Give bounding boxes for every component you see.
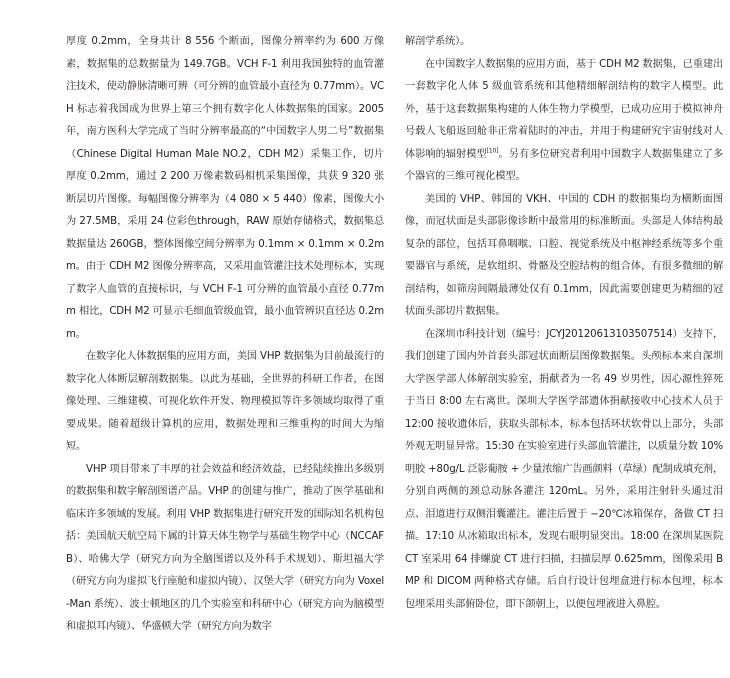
paragraph-continuation: 解剖学系统）。: [405, 36, 471, 47]
left-column: [66, 31, 384, 639]
paragraph-vhp-benefits: VHP 项目带来了丰厚的社会效益和经济效益，已经陆续推出多级别的数据集和数字解剖图谱产品。VHP 的创建与推广，推动了医学基础和临床许多领域的发展。利用 VHP 数据集进行研究开发的国际知名机构包括：美国航天航空局下属的计算天体生物学与基础生物学中心（NCCAFB）、哈佛大学（研究方向为全脑图谱以及外科手术规划）、斯坦福大学（研究方向为虚拟飞行座舱和虚拟内镜）、汉堡大学（研究方向为 Voxel-Man 系统）、波士顿地区的几个实验室和科研中心（研究方向为脑模型和虚拟耳内镜）、华盛顿大学（研究方向为数字: [66, 463, 384, 632]
paragraph-cdh-application: [405, 54, 723, 189]
paragraph-cdh-application-tail: 。另有多位研究者利用中国数字人数据集建立了多个器官的三维可视化模型。: [405, 148, 723, 182]
paragraph-cdh-m2-dataset: 厚度 0.2mm，全身共计 8 556 个断面，图像分辨率约为 600 万像素，数据集的总数据量为 149.7GB。VCH F-1 利用我国独特的血管灌注技术，使动静脉清晰可辨（可分辨的血管最小直径为 0.77mm）。VCH 标志着我国成为世界上第三个拥有数字化人体数据集的国家。2005 年，南方医科大学完成了当时分辨率最高的“中国数字人男二号”数据集（Chinese Digital Human Male NO.2，CDH M2）采集工作，切片厚度 0.2mm，通过 2 200 万像素数码相机采集图像，共获 9 320 张断层切片图像。每幅图像分辨率为（4 080 × 5 440）像素，图像大小为 27.5MB，采用 24 位彩色through，RAW 原始存储格式，数据集总数据量达 260GB，整体图像空间分辨率为 0.1mm × 0.1mm × 0.2mm。由于 CDH M2 图像分辨率高，又采用血管灌注技术处理标本，实现了数字人血管的直接标识，与 VCH F-1 可分辨的血管最小直径 0.77mm 相比，CDH M2 可显示毛细血管级血管，最小血管辨识直径达 0.2mm。: [66, 36, 384, 340]
paragraph-vhp-application: 在数字化人体数据集的应用方面，美国 VHP 数据集为目前最流行的数字化人体断层解剖数据集。以此为基础，全世界的科研工作者，在图像处理、三维建模、可视化软件开发、物理模拟等许多领域均取得了重要成果。随着超级计算机的应用，数据处理和三维重构的时间大为缩短。: [66, 351, 384, 452]
paragraph-coronal-section: 美国的 VHP、韩国的 VKH、中国的 CDH 的数据集均为横断面图像，而冠状面是头部影像诊断中最常用的标准断面。头部是人体结构最复杂的部位，包括耳鼻咽喉、口腔、视觉系统及中枢神经系统等多个重要器官与系统，是软组织、骨骼及空腔结构的组合体，有很多微细的解剖结构，如筛房间隔最薄处仅有 0.1mm，因此需要创建更为精细的冠状面头部切片数据集。: [405, 193, 723, 317]
paragraph-shenzhen-project: 在深圳市科技计划（编号：JCYJ20120613103507514）支持下，我们创建了国内外首套头部冠状面断层图像数据集。头颅标本来自深圳大学医学部人体解剖实验室，捐献者为一名 49 岁男性，因心源性猝死于当日 8:00 左右离世。深圳大学医学部遗体捐献接收中心技术人员于 12:00 接收遗体后，获取头部标本，标本包括环状软骨以上部分，头部外观无明显异常。15:30 在实验室进行头部血管灌注，以质量分数 10% 明胶 +80g/L 泛影葡胺 + 少量浓缩广告画颜料（草绿）配制成填充剂，分别自两侧的颈总动脉各灌注 120mL。另外，采用注射针头通过泪点、泪道进行双侧泪囊灌注。灌注后置于 −20℃冰箱保存，备做 CT 扫描。17:10 从冰箱取出标本，发现右眼明显突出。18:00 在深圳某医院 CT 室采用 64 排螺旋 CT 进行扫描，扫描层厚 0.625mm，图像采用 BMP 和 DICOM 两种格式存储。后自行设计包埋盒进行标本包埋，标本包埋采用头部俯卧位，即下颌朝上，以便包埋液进入鼻腔。: [405, 328, 723, 610]
reference-marker: [10]: [486, 147, 499, 155]
paragraph-cdh-application-text: 在中国数字人数据集的应用方面，基于 CDH M2 数据集，已重建出一套数字化人体 5 级血管系统和其他精细解剖结构的数字人模型。此外，基于这套数据集构建的人体生物力学模型，已成功应用于模拟神舟号载人飞船返回舱非正常着陆时的冲击，并用于构建研究宇宙射线对人体影响的辐射模型: [405, 58, 723, 160]
right-column: [405, 31, 723, 616]
